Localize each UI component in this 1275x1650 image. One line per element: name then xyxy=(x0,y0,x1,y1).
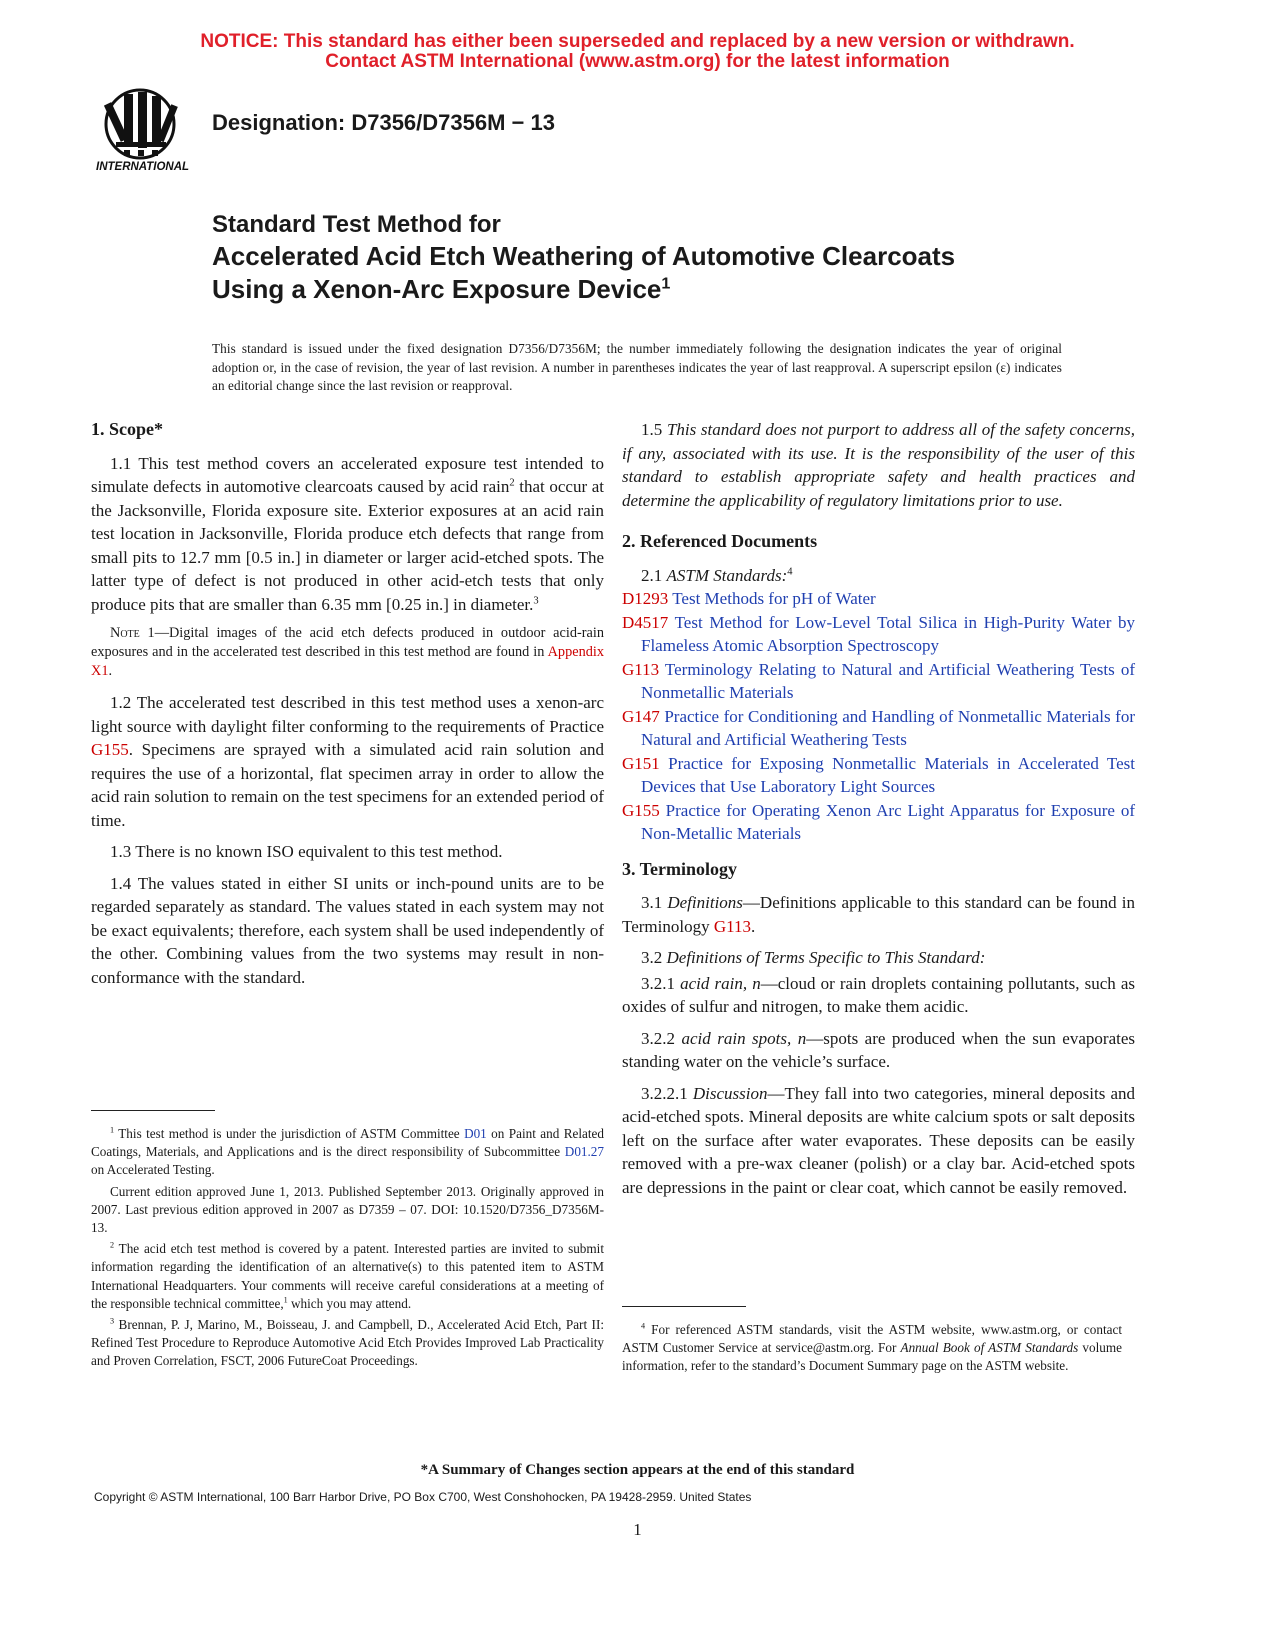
ref-title[interactable]: Test Method for Low-Level Total Silica in High-Purity Water by Flameless Atomic Absorption Spectroscopy xyxy=(641,612,1135,655)
ref-title[interactable]: Test Methods for pH of Water xyxy=(668,589,876,608)
scope-1-3: 1.3 There is no known ISO equivalent to this test method. xyxy=(110,842,503,861)
term-3-2-2-text: —spots are produced when the sun evaporates standing water on the vehicle’s surface. xyxy=(622,1028,1135,1071)
scope-1-2-text-a: 1.2 The accelerated test described in this test method uses a xenon-arc light source with daylight filter conforming to the requirements of Practice xyxy=(91,693,604,736)
ref-item-g147[interactable] xyxy=(622,705,1135,752)
footnote-rule xyxy=(622,1306,746,1307)
term-3-1 xyxy=(622,891,1135,938)
title-line-3-text: Using a Xenon-Arc Exposure Device xyxy=(212,274,662,304)
ref-item-g113[interactable] xyxy=(622,658,1135,705)
term-3-2 xyxy=(622,946,1135,970)
term-3-2-2-num: 3.2.2 xyxy=(641,1028,682,1048)
designation: Designation: D7356/D7356M − 13 xyxy=(212,110,555,135)
term-3-2-1 xyxy=(622,972,1135,1019)
ref-title[interactable]: Practice for Operating Xenon Arc Light Apparatus for Exposure of Non-Metallic Materials xyxy=(641,800,1135,843)
notice-banner xyxy=(0,32,1275,72)
scope-1-4: 1.4 The values stated in either SI units or inch-pound units are to be regarded separately as standard. The values stated in each system may not be exact equivalents; therefore, each system shall be used independently of the other. Combining values from the two systems may result in non-conformance with the standard. xyxy=(91,873,604,987)
footnote-ref-4: 4 xyxy=(787,565,793,577)
footnote-4-text-a: For referenced ASTM standards, visit the ASTM website, www.astm.org, or contact ASTM Customer Service at service@astm.org. For xyxy=(622,1322,1122,1356)
page-number: 1 xyxy=(633,1520,642,1539)
term-3-2-term: Definitions of Terms Specific to This Standard: xyxy=(666,948,986,967)
notice-line-2: Contact ASTM International (www.astm.org) for the latest information xyxy=(325,51,950,72)
footnote-1-text-a: This test method is under the jurisdiction of ASTM Committee xyxy=(114,1126,465,1141)
note-1-label: Note 1 xyxy=(110,625,155,641)
astm-standards-intro xyxy=(622,564,1135,588)
term-3-1-text: —Definitions applicable to this standard can be found in Terminology xyxy=(622,893,1135,936)
ref-item-d4517[interactable] xyxy=(622,611,1135,658)
footnote-ref-2: 2 xyxy=(509,477,515,489)
footnote-2-marker: 2 xyxy=(110,1240,115,1250)
ref-code[interactable]: D1293 xyxy=(622,589,669,608)
notice-line-1: NOTICE: This standard has either been superseded and replaced by a new version or withdrawn. xyxy=(200,31,1075,52)
scope-1-5-text: This standard does not purport to address all of the safety concerns, if any, associated with its use. It is the responsibility of the user of this standard to establish appropriate safety and health practices and determine the applicability of regulatory limitations prior to use. xyxy=(622,420,1136,510)
ref-code[interactable]: G155 xyxy=(622,800,660,820)
ref-item-d1293[interactable] xyxy=(622,587,1135,611)
copyright: Copyright © ASTM International, 100 Barr Harbor Drive, PO Box C700, West Conshohocken, PA 19428-2959. United States xyxy=(94,1490,752,1504)
astm-logo-icon xyxy=(94,82,198,178)
g113-link[interactable]: G113 xyxy=(713,916,751,936)
footnote-1-edition: Current edition approved June 1, 2013. Published September 2013. Originally approved in 2007. Last previous edition approved in 2007 as D7359 – 07. DOI: 10.1520/D7356_D7356M-13. xyxy=(91,1183,604,1236)
ref-item-g155[interactable] xyxy=(622,799,1135,846)
term-3-2-2-1 xyxy=(622,1082,1135,1200)
scope-1-1-text-a: 1.1 This test method covers an accelerated exposure test intended to simulate defects in automotive clearcoats caused by acid rain xyxy=(91,453,604,496)
ref-title[interactable]: Practice for Exposing Nonmetallic Materials in Accelerated Test Devices that Use Laboratory Light Sources xyxy=(641,753,1135,796)
summary-of-changes-note: *A Summary of Changes section appears at the end of this standard xyxy=(420,1462,855,1478)
scope-1-1 xyxy=(91,452,604,617)
title-footnote-ref: 1 xyxy=(661,274,671,293)
footnote-2-text: The acid etch test method is covered by a patent. Interested parties are invited to submit information regarding the identification of an alternative(s) to this patented item to ASTM International Headquarters. Your comments will receive careful considerations at a meeting of the responsible technical committee, xyxy=(91,1241,604,1311)
right-column xyxy=(622,418,1135,1207)
title-line-2: Accelerated Acid Etch Weathering of Automotive Clearcoats xyxy=(212,241,956,271)
ref-code[interactable]: G113 xyxy=(622,659,660,679)
scope-1-5 xyxy=(622,418,1135,512)
term-3-2-2-1-num: 3.2.2.1 xyxy=(641,1083,693,1103)
footnote-3-marker: 3 xyxy=(110,1316,115,1326)
term-3-1-term: Definitions xyxy=(667,893,743,912)
astm-logo xyxy=(94,82,198,178)
footnote-4-para xyxy=(622,1321,1122,1376)
note-1-text: —Digital images of the acid etch defects produced in outdoor acid-rain exposures and in the accelerated test described in this test method are found in xyxy=(91,625,604,660)
appendix-x1-link[interactable]: Appendix X1 xyxy=(91,644,604,679)
term-3-2-1-text: —cloud or rain droplets containing pollutants, such as oxides of sulfur and nitrogen, to make them acidic. xyxy=(622,973,1136,1016)
g155-link[interactable]: G155 xyxy=(91,740,129,759)
ref-title[interactable]: Terminology Relating to Natural and Artificial Weathering Tests of Nonmetallic Materials xyxy=(641,659,1135,702)
issue-note: This standard is issued under the fixed designation D7356/D7356M; the number immediately following the designation indicates the year of original adoption or, in the case of revision, the year of last revision. A number in parentheses indicates the year of last reapproval. A superscript epsilon (ε) indicates an editorial change since the last revision or reapproval. xyxy=(212,341,1062,393)
section-heading-scope: 1. Scope* xyxy=(91,419,163,439)
scope-1-2-text-b: . Specimens are sprayed with a simulated acid rain solution and requires the use of a horizontal, flat specimen array in order to allow the acid rain solution to remain on the test specimens for an extended period of time. xyxy=(91,740,604,830)
footnote-4-text-b: volume information, refer to the standard’s Document Summary page on the ASTM website. xyxy=(622,1340,1122,1374)
note-1 xyxy=(91,624,604,681)
d01-link[interactable]: D01 xyxy=(464,1126,487,1141)
title-line-3 xyxy=(212,273,1112,306)
footnote-3-text: Brennan, P. J, Marino, M., Boisseau, J. and Campbell, D., Accelerated Acid Etch, Part II: Refined Test Procedure to Reproduce Automotive Acid Etch Provides Improved Lab Practicality and Proven Correlation, FSCT, 2006 FutureCoat Proceedings. xyxy=(91,1317,604,1369)
footnote-2-end: which you may attend. xyxy=(287,1295,412,1311)
section-heading-referenced: 2. Referenced Documents xyxy=(622,531,818,551)
footnote-4 xyxy=(622,1321,1122,1376)
term-3-2-1-term: acid rain, n xyxy=(680,973,761,993)
scope-1-1-text-b: that occur at the Jacksonville, Florida exposure site. Exterior exposures at an acid rain test location in Jacksonville, Florida produce etch defects that range from small pits to 12.7 mm [0.5 in.] in diameter or larger acid-etched spots. The latter type of defect is not produced in other acid-etch tests that only produce pits that are smaller than 6.35 mm [0.25 in.] in diameter. xyxy=(91,477,604,614)
title-line-1: Standard Test Method for xyxy=(212,211,501,238)
section-heading-terminology: 3. Terminology xyxy=(622,858,738,879)
right-footnotes xyxy=(622,1306,1122,1379)
term-3-2-2-term: acid rain spots, n xyxy=(681,1028,807,1048)
logo-wordmark: INTERNATIONAL xyxy=(96,161,190,173)
term-3-2-num: 3.2 xyxy=(641,948,667,967)
intro-num: 2.1 xyxy=(641,565,667,585)
referenced-documents-list xyxy=(622,587,1135,846)
footnote-2-ref: 1 xyxy=(283,1295,288,1305)
footnote-4-italic: Annual Book of ASTM Standards xyxy=(900,1340,1079,1356)
footnote-1-text-c: on Accelerated Testing. xyxy=(91,1162,215,1178)
footnote-1-marker: 1 xyxy=(110,1125,115,1135)
footnote-3 xyxy=(91,1316,604,1371)
note-1-end: . xyxy=(108,663,113,679)
scope-1-2 xyxy=(91,691,604,832)
footnote-1-text-b: on Paint and Related Coatings, Materials, and Applications and is the direct responsibility of Subcommittee xyxy=(91,1126,604,1160)
term-3-2-2-1-term: Discussion xyxy=(692,1083,768,1103)
document-title xyxy=(212,210,1112,306)
term-3-2-1-num: 3.2.1 xyxy=(641,973,681,993)
ref-code[interactable]: D4517 xyxy=(622,612,669,632)
scope-1-5-num: 1.5 xyxy=(641,420,667,439)
term-3-1-num: 3.1 xyxy=(641,893,668,912)
intro-text: ASTM Standards: xyxy=(666,565,788,585)
ref-code[interactable]: G147 xyxy=(622,706,660,726)
footnote-2 xyxy=(91,1240,604,1313)
ref-code[interactable]: G151 xyxy=(622,753,660,773)
term-3-1-end: . xyxy=(750,916,756,936)
ref-title[interactable]: Practice for Conditioning and Handling of Nonmetallic Materials for Natural and Artificial Weathering Tests xyxy=(641,706,1135,749)
term-3-2-2 xyxy=(622,1027,1135,1074)
footnote-rule xyxy=(91,1110,215,1111)
footnote-ref-3: 3 xyxy=(533,594,539,606)
footnote-1 xyxy=(91,1125,604,1180)
term-3-2-2-1-text: —They fall into two categories, mineral deposits and acid-etched spots. Mineral deposits are white calcium spots or salt deposits left on the surface after water evaporates. These deposits can be easily removed with a pre-wax cleaner (polish) or a clay bar. Acid-etched spots are depressions in the paint or clear coat, which cannot be easily removed. xyxy=(622,1083,1135,1197)
left-footnotes xyxy=(91,1110,604,1374)
ref-item-g151[interactable] xyxy=(622,752,1135,799)
footnotes-list xyxy=(91,1125,604,1371)
d01-27-link[interactable]: D01.27 xyxy=(564,1144,604,1160)
footnote-4-marker: 4 xyxy=(641,1321,646,1331)
left-column xyxy=(91,418,604,997)
